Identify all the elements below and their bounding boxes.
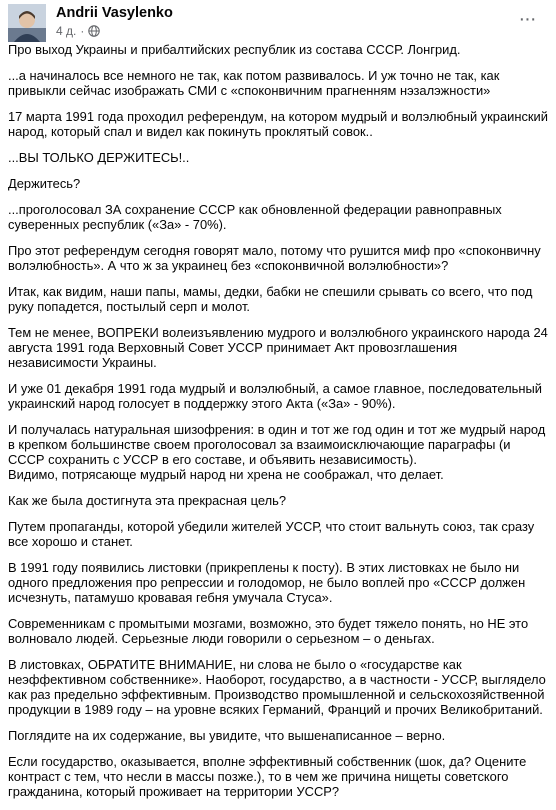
post-meta bbox=[56, 24, 100, 38]
meta-separator: · bbox=[80, 24, 85, 38]
post-text bbox=[8, 42, 548, 810]
paragraph: И уже 01 декабря 1991 года мудрый и волэлюбный, а самое главное, последовательный украинский народ голосует в поддержку этого Акта («За» - 90%). bbox=[8, 381, 542, 411]
paragraph: Тем не менее, ВОПРЕКИ волеизъявлению мудрого и волэлюбного украинского народа 24 августа 1991 года Верховный Совет УССР принимает Акт провозглашения независимости Украины. bbox=[8, 325, 548, 370]
more-options-button[interactable]: ··· bbox=[518, 7, 536, 30]
paragraph: Держитесь? bbox=[8, 176, 81, 191]
paragraph: Видимо, потрясающе мудрый народ ни хрена не соображал, что делает. bbox=[8, 467, 444, 482]
avatar[interactable] bbox=[8, 4, 46, 42]
paragraph: 17 марта 1991 года проходил референдум, на котором мудрый и волэлюбный украинский народ, который спал и видел как покинуть проклятый совок.. bbox=[8, 109, 548, 139]
globe-icon bbox=[88, 25, 100, 37]
paragraph: Путем пропаганды, которой убедили жителей УССР, что стоит вальнуть союз, так сразу все хорошо и станет. bbox=[8, 519, 535, 549]
paragraph: ...а начиналось все немного не так, как потом развивалось. И уж точно не так, как привыкли сейчас изображать СМИ с «споконвичним прагненням нэзалэжности» bbox=[8, 68, 500, 98]
paragraph: И получалась натуральная шизофрения: в один и тот же год один и тот же мудрый народ в крепком большинстве своем проголосовал за взаимоисключающие параграфы (и СССР сохранить с УССР в его составе, и объявить независимость). bbox=[8, 422, 546, 467]
post-timestamp[interactable]: 4 д. bbox=[56, 24, 77, 38]
paragraph: Как же была достигнута эта прекрасная цель? bbox=[8, 493, 286, 508]
post-header bbox=[8, 4, 548, 40]
avatar-image bbox=[8, 4, 46, 42]
author-name[interactable]: Andrii Vasylenko bbox=[56, 5, 173, 21]
paragraph: Про этот референдум сегодня говорят мало, потому что рушится миф про «споконвичну волэлюбность». А что ж за украинец без «споконвичной волэлюбности»? bbox=[8, 243, 541, 273]
paragraph: В 1991 году появились листовки (прикреплены к посту). В этих листовках не было ни одного предложения про репрессии и голодомор, не было воплей про «СССР должен исчезнуть, патамушо кровавая гебня умучала Стуса». bbox=[8, 560, 526, 605]
paragraph: Современникам с промытыми мозгами, возможно, это будет тяжело понять, но НЕ это волновало людей. Серьезные люди говорили о серьезном – о деньгах. bbox=[8, 616, 529, 646]
paragraph: Поглядите на их содержание, вы увидите, что вышенаписанное – верно. bbox=[8, 728, 446, 743]
paragraph: Про выход Украины и прибалтийских республик из состава СССР. Лонгрид. bbox=[8, 42, 461, 57]
paragraph: ...ВЫ ТОЛЬКО ДЕРЖИТЕСЬ!.. bbox=[8, 150, 190, 165]
paragraph: Если государство, оказывается, вполне эффективный собственник (шок, да? Оцените контраст с тем, что несли в массы позже.), то в чем же причина нищеты советского гражданина, который проживает на территории УССР? bbox=[8, 754, 527, 799]
paragraph: Итак, как видим, наши папы, мамы, дедки, бабки не спешили срывать со всего, что под руку попадется, постылый серп и молот. bbox=[8, 284, 533, 314]
paragraph: ...проголосовал ЗА сохранение СССР как обновленной федерации равноправных суверенных республик («За» - 70%). bbox=[8, 202, 502, 232]
paragraph: В листовках, ОБРАТИТЕ ВНИМАНИЕ, ни слова не было о «государстве как неэффективном собственнике». Наоборот, государство, а в частности - УССР, выглядело как раз предельно эффективным. Производство промышленной и сельскохозяйственной продукции в 1989 году – на уровне всяких Германий, Франций и прочих Великобританий. bbox=[8, 657, 546, 717]
